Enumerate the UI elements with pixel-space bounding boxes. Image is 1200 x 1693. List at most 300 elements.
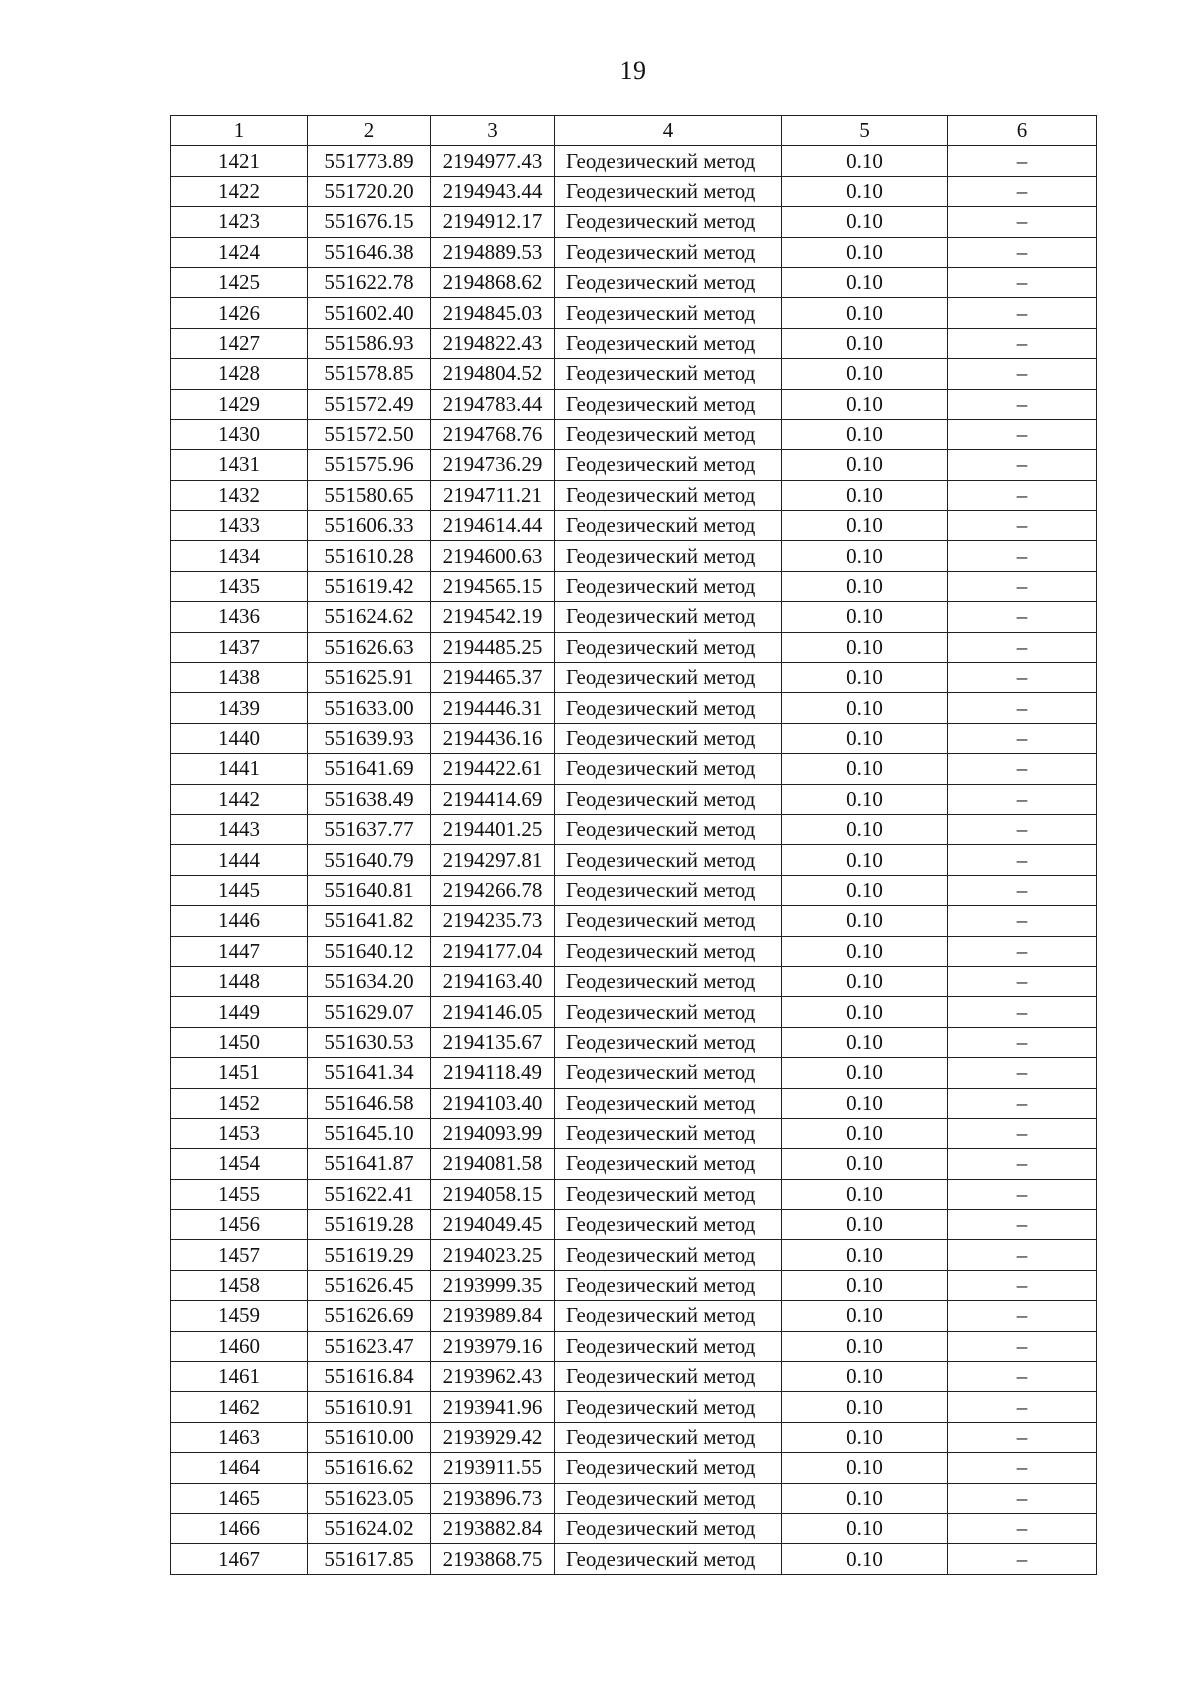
table-row [171,1027,1097,1057]
x-coordinate-cell: 551640.12 [308,936,431,966]
point-number-cell: 1462 [171,1392,308,1422]
point-number-cell: 1445 [171,875,308,905]
note-cell: – [948,632,1097,662]
x-coordinate-cell: 551625.91 [308,663,431,693]
table-row [171,1331,1097,1361]
table-row [171,1483,1097,1513]
point-number-cell: 1444 [171,845,308,875]
table-row [171,845,1097,875]
x-coordinate-cell: 551619.28 [308,1210,431,1240]
point-number-cell: 1450 [171,1027,308,1057]
table-row [171,1362,1097,1392]
accuracy-cell: 0.10 [782,1301,948,1331]
table-row [171,997,1097,1027]
y-coordinate-cell: 2194177.04 [431,936,555,966]
y-coordinate-cell: 2194889.53 [431,237,555,267]
accuracy-cell: 0.10 [782,875,948,905]
point-number-cell: 1425 [171,267,308,297]
x-coordinate-cell: 551572.50 [308,419,431,449]
x-coordinate-cell: 551624.62 [308,602,431,632]
y-coordinate-cell: 2194465.37 [431,663,555,693]
accuracy-cell: 0.10 [782,784,948,814]
x-coordinate-cell: 551629.07 [308,997,431,1027]
method-cell: Геодезический метод [555,663,782,693]
x-coordinate-cell: 551646.58 [308,1088,431,1118]
accuracy-cell: 0.10 [782,511,948,541]
table-row [171,1058,1097,1088]
method-cell: Геодезический метод [555,419,782,449]
table-row [171,632,1097,662]
accuracy-cell: 0.10 [782,1513,948,1543]
note-cell: – [948,1088,1097,1118]
note-cell: – [948,1179,1097,1209]
method-cell: Геодезический метод [555,814,782,844]
y-coordinate-cell: 2194436.16 [431,723,555,753]
x-coordinate-cell: 551641.82 [308,906,431,936]
note-cell: – [948,359,1097,389]
point-number-cell: 1460 [171,1331,308,1361]
accuracy-cell: 0.10 [782,1544,948,1574]
table-row [171,359,1097,389]
method-cell: Геодезический метод [555,906,782,936]
method-cell: Геодезический метод [555,176,782,206]
y-coordinate-cell: 2194118.49 [431,1058,555,1088]
note-cell: – [948,814,1097,844]
x-coordinate-cell: 551637.77 [308,814,431,844]
point-number-cell: 1451 [171,1058,308,1088]
note-cell: – [948,875,1097,905]
point-number-cell: 1439 [171,693,308,723]
table-row [171,784,1097,814]
y-coordinate-cell: 2193882.84 [431,1513,555,1543]
table-row [171,1210,1097,1240]
accuracy-cell: 0.10 [782,693,948,723]
x-coordinate-cell: 551634.20 [308,966,431,996]
x-coordinate-cell: 551641.87 [308,1149,431,1179]
accuracy-cell: 0.10 [782,1422,948,1452]
method-cell: Геодезический метод [555,450,782,480]
y-coordinate-cell: 2194565.15 [431,571,555,601]
x-coordinate-cell: 551645.10 [308,1118,431,1148]
note-cell: – [948,936,1097,966]
x-coordinate-cell: 551610.00 [308,1422,431,1452]
accuracy-cell: 0.10 [782,997,948,1027]
method-cell: Геодезический метод [555,723,782,753]
table-row [171,1513,1097,1543]
table-row [171,1453,1097,1483]
x-coordinate-cell: 551610.28 [308,541,431,571]
note-cell: – [948,328,1097,358]
note-cell: – [948,450,1097,480]
point-number-cell: 1466 [171,1513,308,1543]
y-coordinate-cell: 2194058.15 [431,1179,555,1209]
point-number-cell: 1448 [171,966,308,996]
x-coordinate-cell: 551638.49 [308,784,431,814]
accuracy-cell: 0.10 [782,1027,948,1057]
note-cell: – [948,1392,1097,1422]
table-row [171,1088,1097,1118]
note-cell: – [948,1210,1097,1240]
note-cell: – [948,602,1097,632]
y-coordinate-cell: 2194163.40 [431,966,555,996]
point-number-cell: 1422 [171,176,308,206]
accuracy-cell: 0.10 [782,602,948,632]
accuracy-cell: 0.10 [782,298,948,328]
table-row [171,754,1097,784]
method-cell: Геодезический метод [555,541,782,571]
accuracy-cell: 0.10 [782,237,948,267]
table-row [171,207,1097,237]
y-coordinate-cell: 2193979.16 [431,1331,555,1361]
note-cell: – [948,176,1097,206]
accuracy-cell: 0.10 [782,176,948,206]
note-cell: – [948,146,1097,176]
method-cell: Геодезический метод [555,1179,782,1209]
y-coordinate-cell: 2193941.96 [431,1392,555,1422]
table-row [171,1149,1097,1179]
method-cell: Геодезический метод [555,784,782,814]
note-cell: – [948,966,1097,996]
x-coordinate-cell: 551624.02 [308,1513,431,1543]
column-header-3: 3 [431,116,555,146]
note-cell: – [948,1483,1097,1513]
x-coordinate-cell: 551640.79 [308,845,431,875]
column-header-5: 5 [782,116,948,146]
note-cell: – [948,1270,1097,1300]
y-coordinate-cell: 2194614.44 [431,511,555,541]
column-header-6: 6 [948,116,1097,146]
note-cell: – [948,1544,1097,1574]
table-header [171,116,1097,146]
accuracy-cell: 0.10 [782,936,948,966]
point-number-cell: 1433 [171,511,308,541]
table-row [171,541,1097,571]
method-cell: Геодезический метод [555,845,782,875]
note-cell: – [948,1422,1097,1452]
point-number-cell: 1435 [171,571,308,601]
y-coordinate-cell: 2194103.40 [431,1088,555,1118]
x-coordinate-cell: 551610.91 [308,1392,431,1422]
table-row [171,450,1097,480]
table-row [171,1301,1097,1331]
y-coordinate-cell: 2194736.29 [431,450,555,480]
x-coordinate-cell: 551619.42 [308,571,431,601]
y-coordinate-cell: 2194135.67 [431,1027,555,1057]
point-number-cell: 1438 [171,663,308,693]
x-coordinate-cell: 551773.89 [308,146,431,176]
x-coordinate-cell: 551641.34 [308,1058,431,1088]
method-cell: Геодезический метод [555,1301,782,1331]
method-cell: Геодезический метод [555,1392,782,1422]
note-cell: – [948,1240,1097,1270]
method-cell: Геодезический метод [555,754,782,784]
method-cell: Геодезический метод [555,1362,782,1392]
method-cell: Геодезический метод [555,936,782,966]
point-number-cell: 1443 [171,814,308,844]
y-coordinate-cell: 2194422.61 [431,754,555,784]
y-coordinate-cell: 2193929.42 [431,1422,555,1452]
point-number-cell: 1423 [171,207,308,237]
accuracy-cell: 0.10 [782,1058,948,1088]
method-cell: Геодезический метод [555,207,782,237]
accuracy-cell: 0.10 [782,1331,948,1361]
y-coordinate-cell: 2194266.78 [431,875,555,905]
point-number-cell: 1458 [171,1270,308,1300]
x-coordinate-cell: 551622.78 [308,267,431,297]
point-number-cell: 1436 [171,602,308,632]
point-number-cell: 1446 [171,906,308,936]
table-row [171,1392,1097,1422]
accuracy-cell: 0.10 [782,328,948,358]
point-number-cell: 1424 [171,237,308,267]
method-cell: Геодезический метод [555,1331,782,1361]
point-number-cell: 1430 [171,419,308,449]
y-coordinate-cell: 2194146.05 [431,997,555,1027]
table-row [171,328,1097,358]
page-number: 19 [619,56,647,85]
method-cell: Геодезический метод [555,875,782,905]
point-number-cell: 1437 [171,632,308,662]
method-cell: Геодезический метод [555,237,782,267]
note-cell: – [948,237,1097,267]
table-row [171,602,1097,632]
y-coordinate-cell: 2194414.69 [431,784,555,814]
note-cell: – [948,389,1097,419]
note-cell: – [948,1331,1097,1361]
point-number-cell: 1429 [171,389,308,419]
table-row [171,1422,1097,1452]
accuracy-cell: 0.10 [782,571,948,601]
x-coordinate-cell: 551578.85 [308,359,431,389]
x-coordinate-cell: 551626.69 [308,1301,431,1331]
y-coordinate-cell: 2194783.44 [431,389,555,419]
x-coordinate-cell: 551641.69 [308,754,431,784]
x-coordinate-cell: 551617.85 [308,1544,431,1574]
note-cell: – [948,419,1097,449]
table-row [171,267,1097,297]
point-number-cell: 1456 [171,1210,308,1240]
method-cell: Геодезический метод [555,389,782,419]
y-coordinate-cell: 2194977.43 [431,146,555,176]
note-cell: – [948,1453,1097,1483]
method-cell: Геодезический метод [555,966,782,996]
point-number-cell: 1421 [171,146,308,176]
note-cell: – [948,693,1097,723]
y-coordinate-cell: 2194485.25 [431,632,555,662]
x-coordinate-cell: 551623.47 [308,1331,431,1361]
note-cell: – [948,1149,1097,1179]
table-row [171,1179,1097,1209]
table-row [171,663,1097,693]
method-cell: Геодезический метод [555,267,782,297]
x-coordinate-cell: 551646.38 [308,237,431,267]
note-cell: – [948,511,1097,541]
method-cell: Геодезический метод [555,1483,782,1513]
accuracy-cell: 0.10 [782,1483,948,1513]
y-coordinate-cell: 2194049.45 [431,1210,555,1240]
table-row [171,571,1097,601]
method-cell: Геодезический метод [555,1240,782,1270]
y-coordinate-cell: 2193868.75 [431,1544,555,1574]
method-cell: Геодезический метод [555,1058,782,1088]
accuracy-cell: 0.10 [782,632,948,662]
method-cell: Геодезический метод [555,359,782,389]
column-header-2: 2 [308,116,431,146]
y-coordinate-cell: 2194401.25 [431,814,555,844]
accuracy-cell: 0.10 [782,1362,948,1392]
point-number-cell: 1454 [171,1149,308,1179]
table-row [171,875,1097,905]
point-number-cell: 1452 [171,1088,308,1118]
x-coordinate-cell: 551630.53 [308,1027,431,1057]
y-coordinate-cell: 2194542.19 [431,602,555,632]
accuracy-cell: 0.10 [782,1210,948,1240]
point-number-cell: 1467 [171,1544,308,1574]
table-row [171,176,1097,206]
note-cell: – [948,480,1097,510]
accuracy-cell: 0.10 [782,1270,948,1300]
accuracy-cell: 0.10 [782,1179,948,1209]
accuracy-cell: 0.10 [782,450,948,480]
note-cell: – [948,571,1097,601]
note-cell: – [948,207,1097,237]
y-coordinate-cell: 2194768.76 [431,419,555,449]
note-cell: – [948,723,1097,753]
accuracy-cell: 0.10 [782,663,948,693]
note-cell: – [948,663,1097,693]
method-cell: Геодезический метод [555,328,782,358]
column-header-4: 4 [555,116,782,146]
method-cell: Геодезический метод [555,480,782,510]
table-row [171,511,1097,541]
x-coordinate-cell: 551616.84 [308,1362,431,1392]
x-coordinate-cell: 551633.00 [308,693,431,723]
table-row [171,1270,1097,1300]
note-cell: – [948,1362,1097,1392]
table-row [171,693,1097,723]
accuracy-cell: 0.10 [782,541,948,571]
method-cell: Геодезический метод [555,146,782,176]
note-cell: – [948,1513,1097,1543]
table-row [171,419,1097,449]
table-row [171,298,1097,328]
table-row [171,237,1097,267]
note-cell: – [948,1027,1097,1057]
x-coordinate-cell: 551623.05 [308,1483,431,1513]
x-coordinate-cell: 551622.41 [308,1179,431,1209]
accuracy-cell: 0.10 [782,1149,948,1179]
x-coordinate-cell: 551575.96 [308,450,431,480]
y-coordinate-cell: 2193896.73 [431,1483,555,1513]
note-cell: – [948,754,1097,784]
accuracy-cell: 0.10 [782,419,948,449]
accuracy-cell: 0.10 [782,480,948,510]
accuracy-cell: 0.10 [782,723,948,753]
x-coordinate-cell: 551572.49 [308,389,431,419]
point-number-cell: 1461 [171,1362,308,1392]
y-coordinate-cell: 2194235.73 [431,906,555,936]
x-coordinate-cell: 551640.81 [308,875,431,905]
y-coordinate-cell: 2194912.17 [431,207,555,237]
header-row [171,116,1097,146]
note-cell: – [948,845,1097,875]
x-coordinate-cell: 551626.63 [308,632,431,662]
y-coordinate-cell: 2194297.81 [431,845,555,875]
point-number-cell: 1463 [171,1422,308,1452]
accuracy-cell: 0.10 [782,814,948,844]
note-cell: – [948,997,1097,1027]
table-row [171,480,1097,510]
x-coordinate-cell: 551619.29 [308,1240,431,1270]
y-coordinate-cell: 2193911.55 [431,1453,555,1483]
note-cell: – [948,267,1097,297]
method-cell: Геодезический метод [555,1453,782,1483]
table-row [171,814,1097,844]
table-row [171,723,1097,753]
method-cell: Геодезический метод [555,1210,782,1240]
table-body [171,146,1097,1574]
accuracy-cell: 0.10 [782,754,948,784]
y-coordinate-cell: 2194822.43 [431,328,555,358]
method-cell: Геодезический метод [555,1027,782,1057]
point-number-cell: 1426 [171,298,308,328]
method-cell: Геодезический метод [555,1422,782,1452]
y-coordinate-cell: 2193962.43 [431,1362,555,1392]
y-coordinate-cell: 2194845.03 [431,298,555,328]
method-cell: Геодезический метод [555,1149,782,1179]
method-cell: Геодезический метод [555,511,782,541]
method-cell: Геодезический метод [555,1088,782,1118]
table-row [171,936,1097,966]
method-cell: Геодезический метод [555,298,782,328]
note-cell: – [948,1058,1097,1088]
x-coordinate-cell: 551602.40 [308,298,431,328]
method-cell: Геодезический метод [555,571,782,601]
x-coordinate-cell: 551580.65 [308,480,431,510]
note-cell: – [948,784,1097,814]
x-coordinate-cell: 551586.93 [308,328,431,358]
table-row [171,1240,1097,1270]
accuracy-cell: 0.10 [782,906,948,936]
method-cell: Геодезический метод [555,632,782,662]
x-coordinate-cell: 551616.62 [308,1453,431,1483]
accuracy-cell: 0.10 [782,1240,948,1270]
accuracy-cell: 0.10 [782,845,948,875]
accuracy-cell: 0.10 [782,1118,948,1148]
point-number-cell: 1440 [171,723,308,753]
y-coordinate-cell: 2194446.31 [431,693,555,723]
column-header-1: 1 [171,116,308,146]
y-coordinate-cell: 2194868.62 [431,267,555,297]
table-row [171,906,1097,936]
note-cell: – [948,298,1097,328]
point-number-cell: 1442 [171,784,308,814]
coordinates-table [170,115,1097,1575]
accuracy-cell: 0.10 [782,207,948,237]
point-number-cell: 1441 [171,754,308,784]
point-number-cell: 1434 [171,541,308,571]
point-number-cell: 1455 [171,1179,308,1209]
table-row [171,389,1097,419]
x-coordinate-cell: 551676.15 [308,207,431,237]
method-cell: Геодезический метод [555,997,782,1027]
accuracy-cell: 0.10 [782,146,948,176]
point-number-cell: 1428 [171,359,308,389]
note-cell: – [948,1301,1097,1331]
method-cell: Геодезический метод [555,1270,782,1300]
y-coordinate-cell: 2193989.84 [431,1301,555,1331]
accuracy-cell: 0.10 [782,389,948,419]
